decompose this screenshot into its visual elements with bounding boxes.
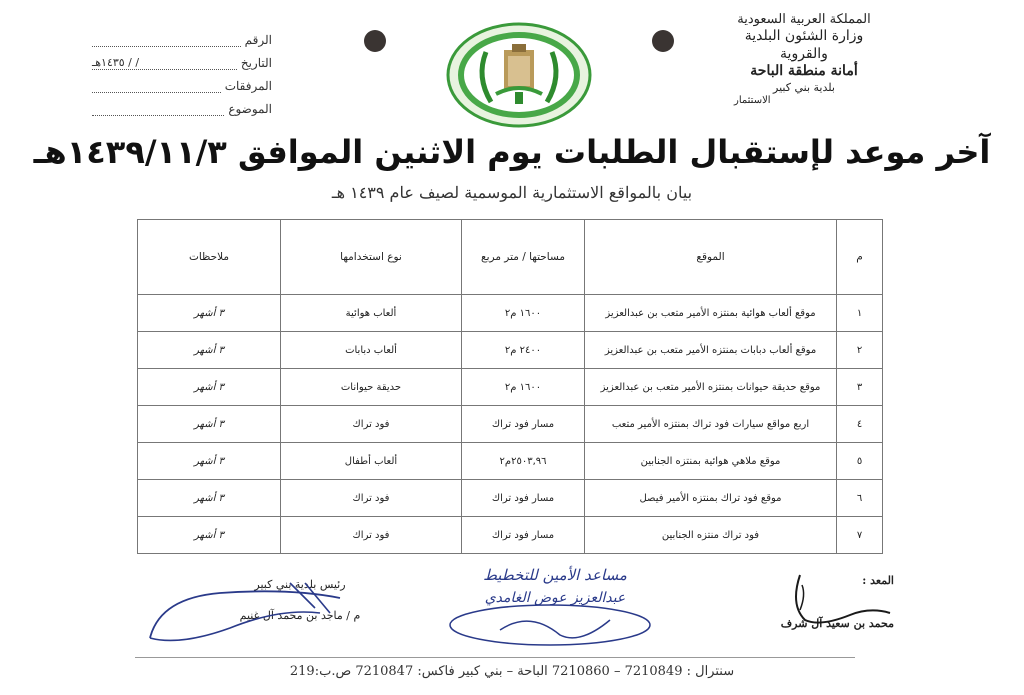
row-note: ٣ أشهر: [138, 517, 281, 554]
field-subject-value: [92, 103, 224, 116]
row-location: موقع حديقة حيوانات بمنتزه الأمير متعب بن عبدالعزيز: [585, 369, 837, 406]
table-row: [138, 406, 883, 443]
row-area: ١٦٠٠ م٢: [462, 295, 585, 332]
header-usage: نوع استخدامها: [281, 220, 462, 295]
field-date-value: ١٤٣٥هـ / /: [92, 57, 237, 70]
table-row: [138, 295, 883, 332]
row-location: فود تراك منتزه الجنابين: [585, 517, 837, 554]
row-area: مسار فود تراك: [462, 406, 585, 443]
field-number-label: الرقم: [244, 33, 272, 47]
row-location: موقع فود تراك بمنتزه الأمير فيصل: [585, 480, 837, 517]
preparer-label: المعد :: [862, 574, 894, 587]
header-notes: ملاحظات: [138, 220, 281, 295]
row-usage: ألعاب هوائية: [281, 295, 462, 332]
letterhead-municipality: بلدية بني كبير: [773, 80, 835, 94]
row-usage: ألعاب أطفال: [281, 443, 462, 480]
table-header-row: [138, 220, 883, 295]
field-subject: [92, 93, 272, 116]
row-location: اربع مواقع سيارات فود تراك بمنتزه الأمير متعب: [585, 406, 837, 443]
letterhead-department: الاستثمار: [734, 94, 771, 106]
row-num: ٧: [837, 517, 883, 554]
table-row: [138, 480, 883, 517]
row-usage: فود تراك: [281, 517, 462, 554]
sites-table: [137, 219, 883, 554]
row-num: ١: [837, 295, 883, 332]
header-location: الموقع: [585, 220, 837, 295]
mayor-title: رئيس بلدية بني كبير: [254, 578, 346, 591]
row-note: ٣ أشهر: [138, 443, 281, 480]
table-row: [138, 332, 883, 369]
header-num: م: [837, 220, 883, 295]
field-attachments-value: [92, 80, 221, 93]
header-area: مساحتها / متر مربع: [462, 220, 585, 295]
punch-hole-left: [364, 30, 386, 52]
row-usage: حديقة حيوانات: [281, 369, 462, 406]
field-attachments: [92, 70, 272, 93]
row-area: ١٦٠٠ م٢: [462, 369, 585, 406]
footer-divider: [135, 657, 855, 658]
row-note: ٣ أشهر: [138, 480, 281, 517]
preparer-name: محمد بن سعيد آل شرف: [780, 617, 894, 630]
row-area: ٢٤٠٠ م٢: [462, 332, 585, 369]
row-location: موقع ألعاب دبابات بمنتزه الأمير متعب بن عبدالعزيز: [585, 332, 837, 369]
punch-hole-right: [652, 30, 674, 52]
row-area: مسار فود تراك: [462, 480, 585, 517]
assistant-title: مساعد الأمين للتخطيط: [483, 566, 627, 584]
letterhead-kingdom: المملكة العربية السعودية: [737, 12, 871, 27]
footer-contact: سنترال : 7210849 – 7210860 الباحة – بني كبير فاكس: 7210847 ص.ب:219: [289, 664, 735, 679]
letterhead-region: أمانة منطقة الباحة: [750, 63, 858, 80]
field-subject-label: الموضوع: [228, 102, 272, 116]
field-date: [92, 47, 272, 70]
row-area: مسار فود تراك: [462, 517, 585, 554]
municipality-logo: [446, 22, 592, 128]
deadline-heading: آخر موعد لإستقبال الطلبات يوم الاثنين الموافق ١٤٣٩/١١/٣هـ: [33, 133, 991, 171]
table-row: [138, 443, 883, 480]
assistant-name: عبدالعزيز عوض الغامدي: [484, 590, 626, 606]
row-num: ٦: [837, 480, 883, 517]
row-note: ٣ أشهر: [138, 406, 281, 443]
field-number: [92, 24, 272, 47]
row-usage: فود تراك: [281, 480, 462, 517]
mayor-signature: [140, 578, 370, 653]
row-num: ٣: [837, 369, 883, 406]
field-date-label: التاريخ: [240, 56, 272, 70]
row-note: ٣ أشهر: [138, 332, 281, 369]
row-num: ٤: [837, 406, 883, 443]
table-row: [138, 517, 883, 554]
mayor-name: م / ماجد بن محمد آل غنيم: [239, 609, 361, 622]
row-usage: فود تراك: [281, 406, 462, 443]
field-number-value: [92, 34, 241, 47]
letterhead: [724, 12, 884, 107]
row-usage: ألعاب دبابات: [281, 332, 462, 369]
row-num: ٥: [837, 443, 883, 480]
table-title: بيان بالمواقع الاستثمارية الموسمية لصيف عام ١٤٣٩ هـ: [331, 183, 693, 202]
table-row: [138, 369, 883, 406]
row-note: ٣ أشهر: [138, 295, 281, 332]
assistant-signature: [440, 590, 660, 650]
field-attachments-label: المرفقات: [224, 79, 272, 93]
row-area: ٢٥٠٣,٩٦م٢: [462, 443, 585, 480]
row-location: موقع ملاهي هوائية بمنتزه الجنابين: [585, 443, 837, 480]
reference-fields: [92, 24, 272, 116]
row-num: ٢: [837, 332, 883, 369]
letterhead-ministry: وزارة الشئون البلدية والقروية: [744, 28, 864, 62]
row-note: ٣ أشهر: [138, 369, 281, 406]
row-location: موقع ألعاب هوائية بمنتزه الأمير متعب بن عبدالعزيز: [585, 295, 837, 332]
preparer-signature: [780, 565, 900, 635]
